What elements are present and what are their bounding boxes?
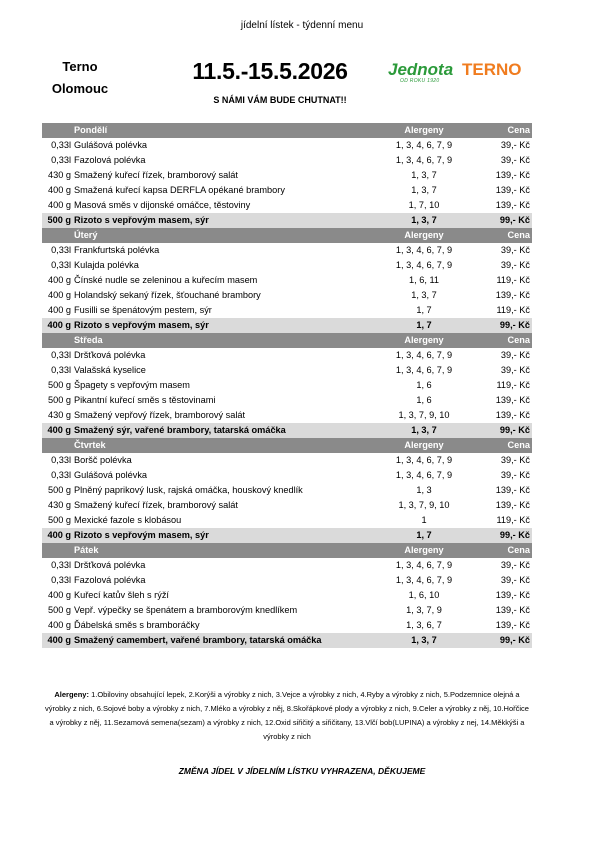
item-price: 99,- Kč — [499, 425, 530, 435]
item-allergens: 1, 3, 7 — [411, 425, 437, 435]
item-allergens: 1, 3, 7, 9, 10 — [398, 500, 450, 510]
item-price: 39,- Kč — [500, 155, 530, 165]
item-allergens: 1, 3, 4, 6, 7, 9 — [395, 365, 453, 375]
legend-text: 1.Obiloviny obsahující lepek, 2.Korýši a výrobky z nich, 3.Vejce a výrobky z nich, 4.Ryby a výrobky z nich, 5.Podzemnice olejná a výrobky z nich, 6.Sojové boby a výrobky z nich, 7.Mléko a výrobky z něj, 8.Skořápkové plody a výrobky z nich, 9.Celer a výrobky z něj, 10.Hořčice a výrobky z něj, 11.Sezamová semena(sezam) a výrobky z nich, 12.Oxid siřičitý a siřičitany, 13.Vlčí bob(LUPINA) a výrobky z nej, 14.Měkkýši a výrobky z nich — [45, 690, 529, 741]
menu-item-row — [42, 498, 532, 513]
item-price: 99,- Kč — [499, 320, 530, 330]
day-header-row — [42, 228, 532, 243]
item-name: Boršč polévka — [74, 455, 132, 465]
item-portion: 400 g — [47, 530, 71, 540]
item-allergens: 1, 3, 7 — [411, 170, 437, 180]
menu-item-row — [42, 483, 532, 498]
item-allergens: 1, 3 — [416, 485, 432, 495]
menu-item-row — [42, 168, 532, 183]
day-name: Středa — [74, 335, 103, 345]
item-name: Holandský sekaný řízek, šťouchané brambory — [74, 290, 261, 300]
venue — [40, 56, 120, 100]
item-portion: 500 g — [48, 605, 71, 615]
item-allergens: 1, 3, 7 — [411, 290, 437, 300]
item-portion: 400 g — [48, 620, 71, 630]
item-allergens: 1, 3, 4, 6, 7, 9 — [395, 470, 453, 480]
top-note: jídelní lístek - týdenní menu — [240, 20, 364, 31]
item-portion: 500 g — [48, 515, 71, 525]
item-name: Čínské nudle se zeleninou a kuřecím masem — [74, 275, 258, 285]
day-name: Čtvrtek — [74, 440, 106, 450]
menu-item-row — [42, 513, 532, 528]
item-portion: 0,33l — [51, 470, 71, 480]
item-portion: 430 g — [48, 170, 71, 180]
item-name: Kulajda polévka — [74, 260, 139, 270]
item-portion: 400 g — [48, 290, 71, 300]
terno-logo: TERNO — [462, 60, 522, 79]
item-name: Smažený camembert, vařené brambory, tatarská omáčka — [74, 635, 322, 645]
item-name: Rizoto s vepřovým masem, sýr — [74, 320, 209, 330]
menu-item-row — [42, 198, 532, 213]
item-portion: 400 g — [48, 590, 71, 600]
item-name: Rizoto s vepřovým masem, sýr — [74, 215, 209, 225]
item-price: 39,- Kč — [500, 455, 530, 465]
item-portion: 400 g — [47, 425, 71, 435]
menu-item-row — [42, 378, 532, 393]
item-price: 39,- Kč — [500, 260, 530, 270]
item-price: 139,- Kč — [495, 290, 530, 300]
item-price: 99,- Kč — [499, 635, 530, 645]
item-price: 39,- Kč — [500, 350, 530, 360]
item-allergens: 1, 3, 7 — [411, 185, 437, 195]
item-allergens: 1, 3, 4, 6, 7, 9 — [395, 575, 453, 585]
jednota-logo: Jednota — [388, 60, 454, 79]
item-price: 139,- Kč — [495, 395, 530, 405]
day-name: Pondělí — [74, 125, 108, 135]
day-name: Úterý — [74, 230, 98, 240]
item-allergens: 1, 3, 4, 6, 7, 9 — [395, 155, 453, 165]
legend-label: Alergeny: — [54, 690, 89, 699]
venue-city: Olomouc — [51, 81, 109, 96]
item-allergens: 1, 6, 11 — [409, 275, 439, 285]
item-price: 39,- Kč — [500, 575, 530, 585]
footer-note: ZMĚNA JÍDEL V JÍDELNÍM LÍSTKU VYHRAZENA, DĚKUJEME — [178, 766, 426, 776]
item-portion: 400 g — [47, 320, 71, 330]
jednota-logo-sub: OD ROKU 1920 — [400, 78, 440, 84]
special-item-row — [42, 528, 532, 543]
item-name: Rizoto s vepřovým masem, sýr — [74, 530, 209, 540]
menu-item-row — [42, 558, 532, 573]
menu-item-row — [42, 273, 532, 288]
item-portion: 0,33l — [51, 365, 71, 375]
item-name: Plněný paprikový lusk, rajská omáčka, houskový knedlík — [74, 485, 303, 495]
item-name: Vepř. výpečky se špenátem a bramborovým knedlíkem — [74, 605, 298, 615]
item-portion: 0,33l — [51, 260, 71, 270]
item-allergens: 1, 3, 6, 7 — [406, 620, 442, 630]
menu-item-row — [42, 468, 532, 483]
item-portion: 0,33l — [51, 455, 71, 465]
item-portion: 0,33l — [51, 350, 71, 360]
item-name: Valašská kyselice — [74, 365, 146, 375]
item-price: 139,- Kč — [495, 410, 530, 420]
item-price: 119,- Kč — [496, 380, 530, 390]
price-column-header: Cena — [507, 545, 530, 555]
item-allergens: 1, 3, 7, 9 — [406, 605, 442, 615]
item-price: 119,- Kč — [496, 515, 530, 525]
item-name: Masová směs v dijonské omáčce, těstoviny — [74, 200, 251, 210]
item-portion: 0,33l — [51, 140, 71, 150]
menu-item-row — [42, 588, 532, 603]
day-name: Pátek — [74, 545, 99, 555]
menu-item-row — [42, 348, 532, 363]
item-allergens: 1, 7 — [416, 530, 432, 540]
day-header-row — [42, 438, 532, 453]
item-allergens: 1, 3, 4, 6, 7, 9 — [395, 260, 453, 270]
item-allergens: 1, 3, 4, 6, 7, 9 — [395, 245, 453, 255]
allergens-column-header: Alergeny — [404, 440, 444, 450]
menu-item-row — [42, 258, 532, 273]
allergens-column-header: Alergeny — [404, 230, 444, 240]
item-name: Ďábelská směs s bramboráčky — [74, 620, 200, 630]
venue-name: Terno — [62, 59, 98, 74]
menu-item-row — [42, 183, 532, 198]
item-name: Smažený vepřový řízek, bramborový salát — [74, 410, 246, 420]
item-name: Fazolová polévka — [74, 575, 146, 585]
item-portion: 430 g — [48, 500, 71, 510]
item-name: Gulášová polévka — [74, 470, 148, 480]
item-price: 139,- Kč — [495, 500, 530, 510]
item-name: Smažená kuřecí kapsa DERFLA opékané brambory — [74, 185, 285, 195]
item-portion: 400 g — [48, 200, 71, 210]
item-allergens: 1, 7 — [416, 305, 432, 315]
item-allergens: 1, 6 — [416, 380, 432, 390]
menu-item-row — [42, 243, 532, 258]
price-column-header: Cena — [507, 230, 530, 240]
menu-item-row — [42, 138, 532, 153]
menu-item-row — [42, 453, 532, 468]
allergens-column-header: Alergeny — [404, 125, 444, 135]
item-name: Mexické fazole s klobásou — [74, 515, 182, 525]
item-name: Dršťková polévka — [74, 350, 146, 360]
item-allergens: 1, 3, 7 — [411, 635, 437, 645]
item-name: Fusilli se špenátovým pestem, sýr — [74, 305, 212, 315]
item-price: 119,- Kč — [496, 275, 530, 285]
item-portion: 500 g — [47, 215, 71, 225]
menu-item-row — [42, 303, 532, 318]
day-header-row — [42, 543, 532, 558]
item-portion: 400 g — [48, 275, 71, 285]
item-name: Gulášová polévka — [74, 140, 148, 150]
item-portion: 0,33l — [51, 155, 71, 165]
item-name: Smažený kuřecí řízek, bramborový salát — [74, 170, 238, 180]
item-price: 139,- Kč — [495, 200, 530, 210]
item-portion: 400 g — [48, 305, 71, 315]
special-item-row — [42, 633, 532, 648]
item-price: 119,- Kč — [496, 305, 530, 315]
item-portion: 500 g — [48, 485, 71, 495]
item-portion: 430 g — [48, 410, 71, 420]
allergens-column-header: Alergeny — [404, 545, 444, 555]
item-portion: 400 g — [48, 185, 71, 195]
item-price: 139,- Kč — [495, 590, 530, 600]
weekly-menu-table — [42, 123, 532, 648]
item-allergens: 1, 6 — [416, 395, 432, 405]
slogan: S NÁMI VÁM BUDE CHUTNAT!! — [213, 95, 347, 105]
item-price: 99,- Kč — [499, 215, 530, 225]
item-portion: 400 g — [47, 635, 71, 645]
item-price: 139,- Kč — [495, 170, 530, 180]
item-name: Pikantní kuřecí směs s těstovinami — [74, 395, 216, 405]
item-portion: 500 g — [48, 380, 71, 390]
item-price: 39,- Kč — [500, 140, 530, 150]
item-name: Dršťková polévka — [74, 560, 146, 570]
item-allergens: 1, 3, 7 — [411, 215, 437, 225]
item-portion: 0,33l — [51, 575, 71, 585]
item-allergens: 1, 3, 4, 6, 7, 9 — [395, 140, 453, 150]
menu-dates: 11.5.-15.5.2026 — [192, 58, 348, 84]
item-price: 39,- Kč — [500, 245, 530, 255]
menu-item-row — [42, 153, 532, 168]
menu-item-row — [42, 618, 532, 633]
item-portion: 0,33l — [51, 560, 71, 570]
item-name: Smažený kuřecí řízek, bramborový salát — [74, 500, 238, 510]
item-name: Smažený sýr, vařené brambory, tatarská omáčka — [74, 425, 286, 435]
menu-item-row — [42, 603, 532, 618]
menu-item-row — [42, 573, 532, 588]
item-price: 139,- Kč — [495, 605, 530, 615]
item-allergens: 1, 3, 7, 9, 10 — [398, 410, 450, 420]
item-price: 139,- Kč — [495, 185, 530, 195]
item-price: 99,- Kč — [499, 530, 530, 540]
item-allergens: 1, 3, 4, 6, 7, 9 — [395, 560, 453, 570]
item-name: Kuřecí katův šleh s rýží — [74, 590, 169, 600]
day-header-row — [42, 333, 532, 348]
item-portion: 0,33l — [51, 245, 71, 255]
item-name: Fazolová polévka — [74, 155, 146, 165]
item-price: 39,- Kč — [500, 560, 530, 570]
menu-item-row — [42, 288, 532, 303]
item-price: 139,- Kč — [495, 620, 530, 630]
item-price: 139,- Kč — [495, 485, 530, 495]
item-allergens: 1 — [421, 515, 427, 525]
item-allergens: 1, 3, 4, 6, 7, 9 — [395, 455, 453, 465]
menu-item-row — [42, 363, 532, 378]
item-price: 39,- Kč — [500, 470, 530, 480]
special-item-row — [42, 318, 532, 333]
item-name: Frankfurtská polévka — [74, 245, 160, 255]
menu-item-row — [42, 408, 532, 423]
allergen-legend — [42, 688, 532, 744]
item-allergens: 1, 7 — [416, 320, 432, 330]
item-allergens: 1, 6, 10 — [408, 590, 440, 600]
item-name: Špagety s vepřovým masem — [74, 380, 190, 390]
item-price: 39,- Kč — [500, 365, 530, 375]
price-column-header: Cena — [507, 335, 530, 345]
item-allergens: 1, 7, 10 — [408, 200, 440, 210]
special-item-row — [42, 423, 532, 438]
allergens-column-header: Alergeny — [404, 335, 444, 345]
price-column-header: Cena — [507, 125, 530, 135]
menu-item-row — [42, 393, 532, 408]
item-portion: 500 g — [48, 395, 71, 405]
price-column-header: Cena — [507, 440, 530, 450]
special-item-row — [42, 213, 532, 228]
item-allergens: 1, 3, 4, 6, 7, 9 — [395, 350, 453, 360]
day-header-row — [42, 123, 532, 138]
